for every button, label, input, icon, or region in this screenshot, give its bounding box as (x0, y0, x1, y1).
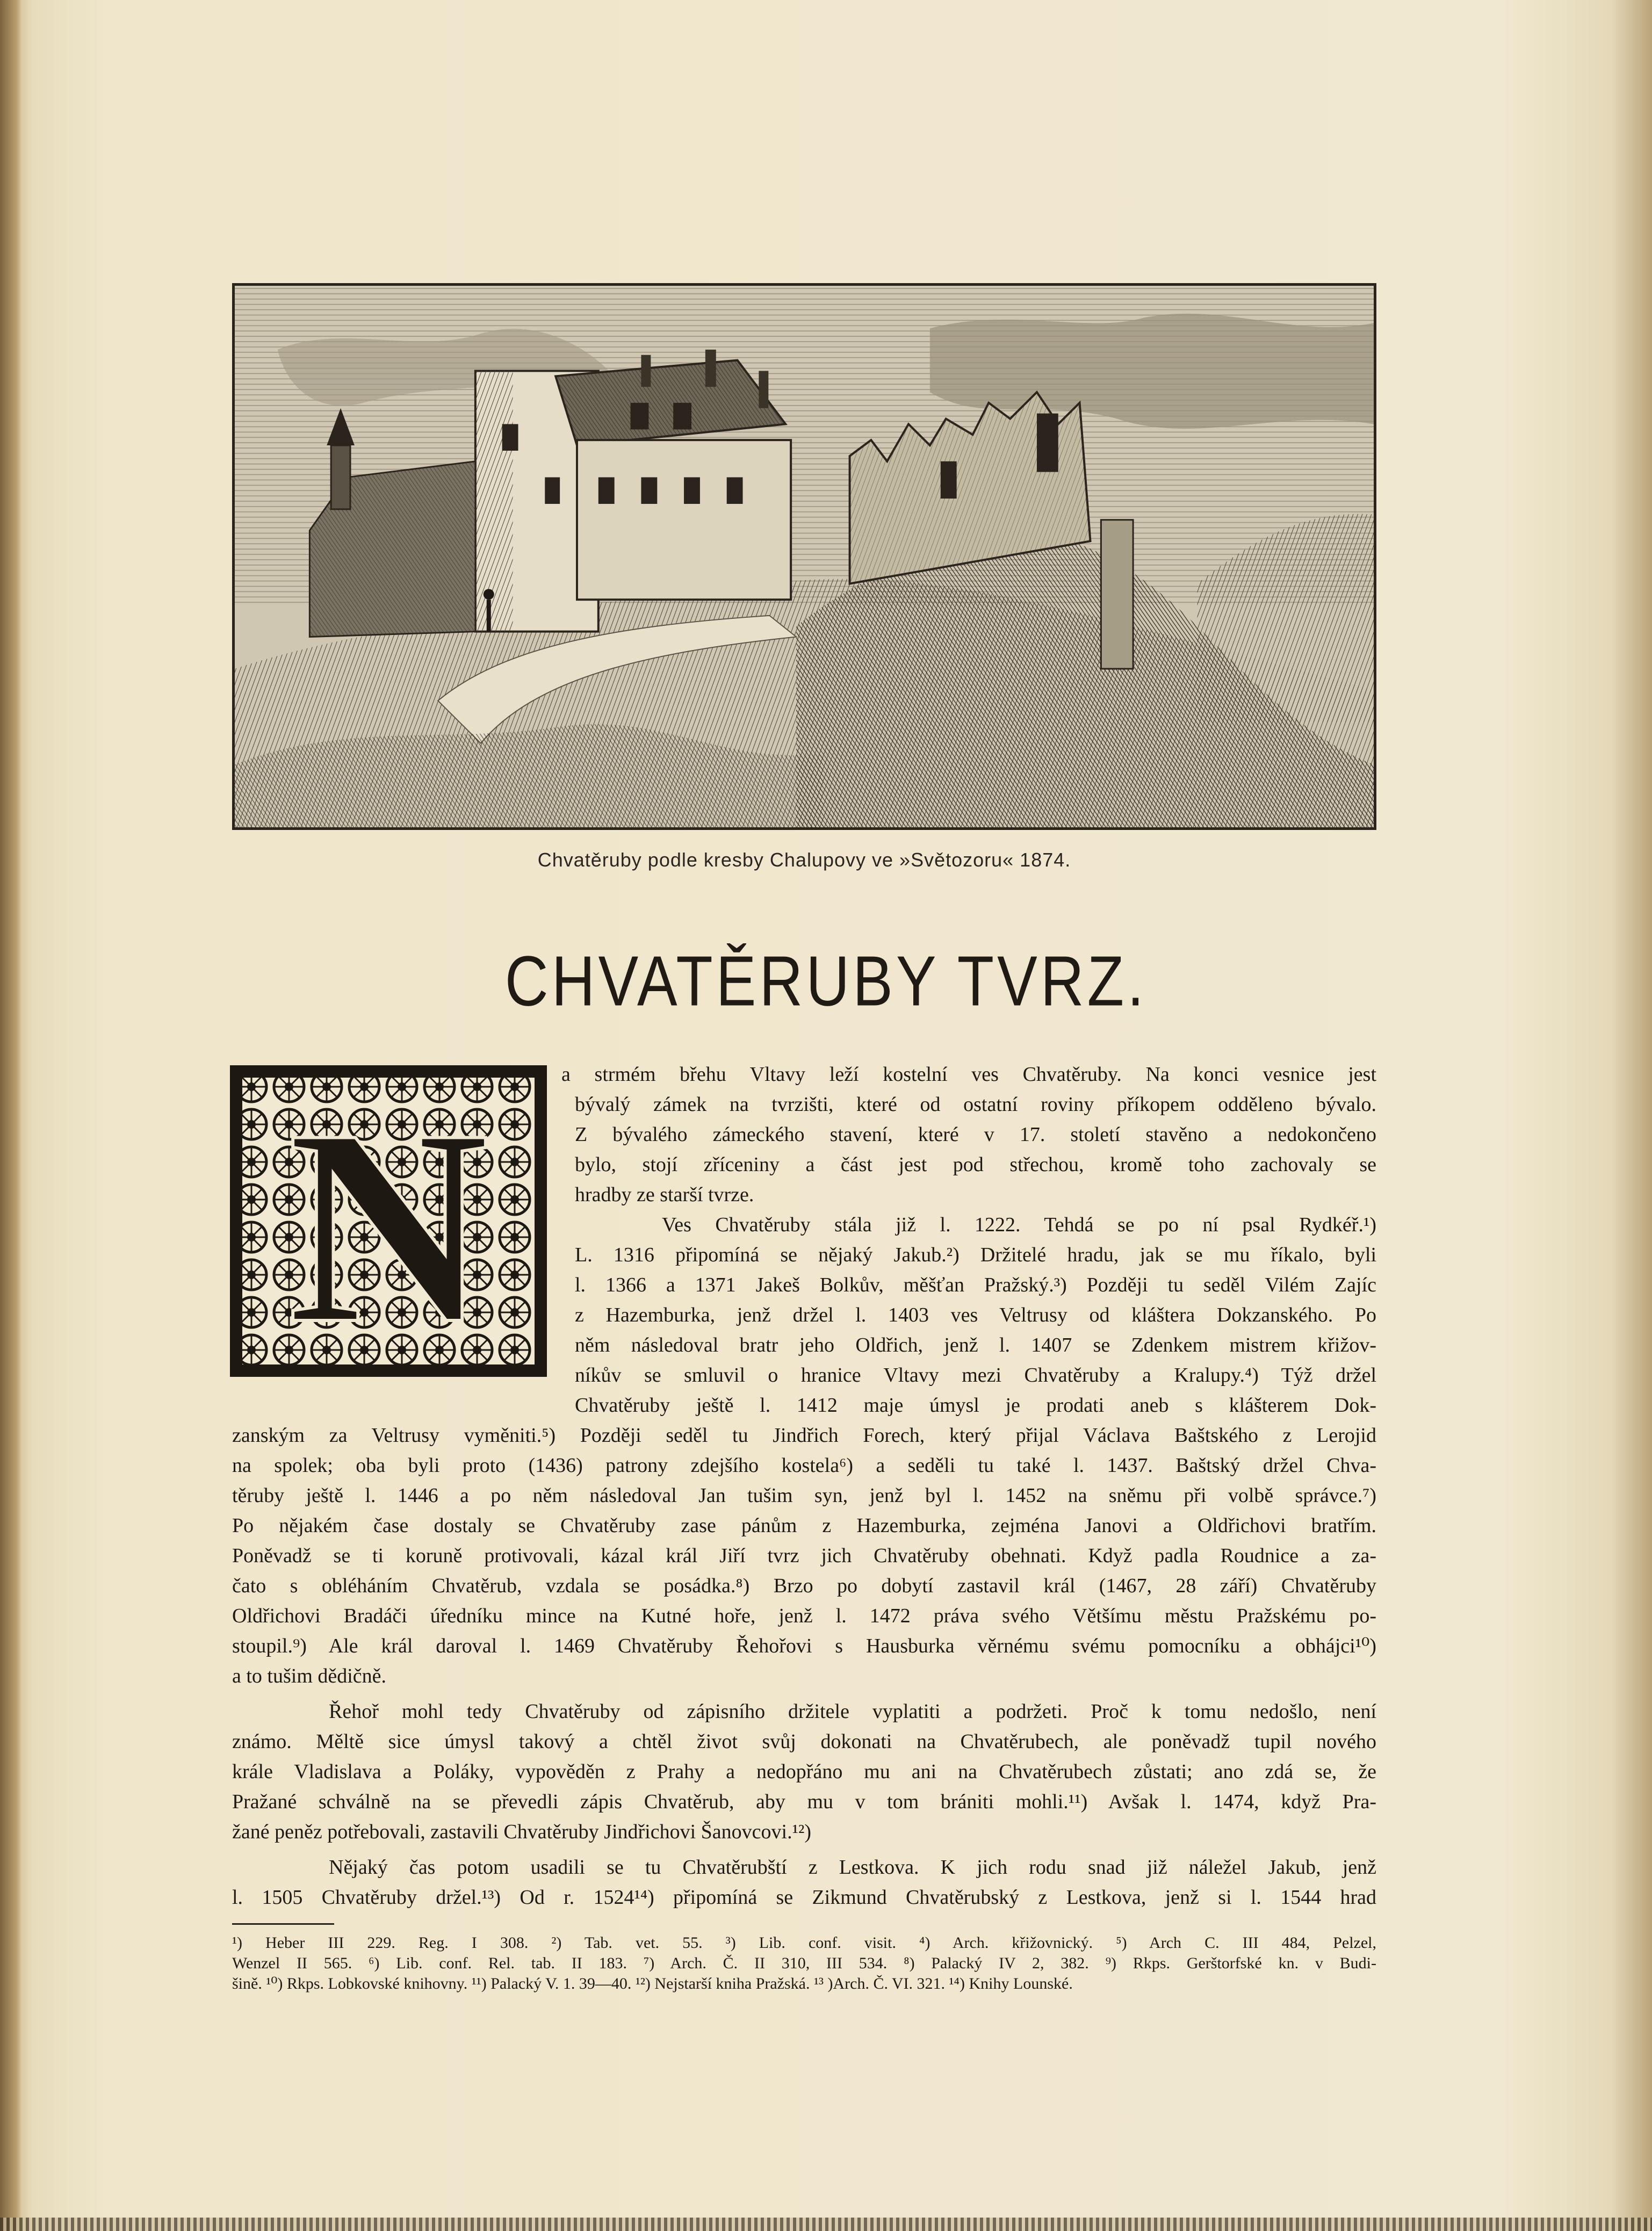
footnote-rule (232, 1923, 334, 1925)
castle-engraving-drawing (235, 286, 1374, 827)
page-title: CHVATĚRUBY TVRZ. (504, 941, 1148, 1021)
body-line: stoupil.⁹) Ale král daroval l. 1469 Chvatěruby Řehořovi s Hausburka věrnému svému pomocníku a obhájci¹⁰) (232, 1635, 1376, 1657)
body-line: těruby ještě l. 1446 a po něm následoval Jan tušim syn, jenž byl l. 1452 na sněmu při volbě správce.⁷) (232, 1484, 1376, 1507)
body-line: zanským za Veltrusy vyměniti.⁵) Později seděl tu Jindřich Forech, který přijal Václava Baštského z Lerojid (232, 1424, 1376, 1447)
body-line: něm následoval bratr jeho Oldřich, jenž l. 1407 se Zdenkem mistrem křižov- (575, 1334, 1376, 1356)
body-line: bývalý zámek na tvrzišti, které od ostatní roviny příkopem odděleno bývalo. (575, 1093, 1376, 1116)
body-line: Řehoř mohl tedy Chvatěruby od zápisního držitele vyplatiti a podržeti. Proč k tomu nedošlo, není (329, 1700, 1376, 1723)
footnote-line: Wenzel II 565. ⁶) Lib. conf. Rel. tab. II 183. ⁷) Arch. Č. II 310, III 534. ⁸) Palacký IV 2, 382. ⁹) Rkps. Gerštorfské kn. v Budi- (232, 1954, 1376, 1972)
body-line: z Hazemburka, jenž držel l. 1403 ves Veltrusy od kláštera Dokzanského. Po (575, 1304, 1376, 1326)
page-bottom-edge (0, 2218, 1652, 2231)
body-line: krále Vladislava a Poláky, vypověděn z Prahy a nedopřáno mu ani na Chvatěrubech zůstati; ano zdá se, že (232, 1760, 1376, 1783)
illustration-caption: Chvatěruby podle kresby Chalupovy ve »Světozoru« 1874. (537, 849, 1071, 871)
body-line: a to tušim dědičně. (232, 1665, 387, 1687)
body-line: Z bývalého zámeckého stavení, které v 17. století stavěno a nedokončeno (575, 1123, 1376, 1146)
body-line: hradby ze starší tvrze. (575, 1183, 754, 1206)
footnote-line: šině. ¹⁰) Rkps. Lobkovské knihovny. ¹¹) Palacký V. 1. 39—40. ¹²) Nejstarší kniha Pražská. ¹³ )Arch. Č. VI. 321. ¹⁴) Knihy Lounské. (232, 1975, 1073, 1992)
body-line: Oldřichovi Bradáči úředníku mince na Kutné hoře, jenž l. 1472 práva svého Většímu městu Pražskému po- (232, 1605, 1376, 1627)
body-line: L. 1316 připomíná se nějaký Jakub.²) Držitelé hradu, jak se mu říkalo, byli (575, 1244, 1376, 1266)
castle-engraving (232, 283, 1376, 830)
body-line: na spolek; oba byli proto (1436) patrony zdejšího kostela⁶) a seděli tu také l. 1437. Baštský držel Chva- (232, 1454, 1376, 1477)
footnote-line: ¹) Heber III 229. Reg. I 308. ²) Tab. vet. 55. ³) Lib. conf. visit. ⁴) Arch. křižovnický. ⁵) Arch C. III 484, Pelzel, (232, 1934, 1376, 1952)
body-line: Nějaký čas potom usadili se tu Chvatěrubští z Lestkova. K jich rodu snad již náležel Jakub, jenž (329, 1856, 1376, 1879)
body-line: Chvatěruby ještě l. 1412 maje úmysl je prodati aneb s klášterem Dok- (575, 1394, 1376, 1417)
body-line: známo. Měltě sice úmysl takový a chtěl život svůj dokonati na Chvatěrubech, ale poněvadž tupil nového (232, 1730, 1376, 1753)
initial-letter-glyph: N (287, 1072, 489, 1374)
body-line: čato s obléháním Chvatěrub, vzdala se posádka.⁸) Brzo po dobytí zastavil král (1467, 28 září) Chvatěruby (232, 1575, 1376, 1597)
body-line: žané peněz potřebovali, zastavili Chvatěruby Jindřichovi Šanovcovi.¹²) (232, 1821, 812, 1843)
body-line: Poněvadž se ti koruně protivovali, kázal král Jiří tvrz jich Chvatěruby obehnati. Když padla Roudnice a za- (232, 1544, 1376, 1567)
body-line: a strmém břehu Vltavy leží kostelní ves Chvatěruby. Na konci vesnice jest (561, 1063, 1376, 1086)
body-line: l. 1505 Chvatěruby držel.¹³) Od r. 1524¹⁴) připomíná se Zikmund Chvatěrubský z Lestkova, jenž si l. 1544 hrad (232, 1886, 1376, 1909)
body-line: l. 1366 a 1371 Jakeš Bolkův, měšťan Pražský.³) Později tu seděl Vilém Zajíc (575, 1274, 1376, 1296)
body-line: bylo, stojí zříceniny a část jest pod střechou, kromě toho zachovaly se (575, 1153, 1376, 1176)
body-line: Po nějakém čase dostaly se Chvatěruby zase pánům z Hazemburka, zejména Janovi a Oldřichovi bratřím. (232, 1514, 1376, 1537)
decorated-initial-letter (233, 1068, 544, 1374)
binding-shadow (0, 0, 21, 2231)
body-line: Ves Chvatěruby stála již l. 1222. Tehdá se po ní psal Rydkéř.¹) (662, 1214, 1376, 1236)
body-line: Pražané schválně na se převedli zápis Chvatěrub, aby mu v tom brániti mohli.¹¹) Avšak l. 1474, když Pra- (232, 1790, 1376, 1813)
body-line: níkův se smluvil o hranice Vltavy mezi Chvatěruby a Kralupy.⁴) Týž držel (575, 1364, 1376, 1387)
decorated-initial (230, 1065, 547, 1377)
